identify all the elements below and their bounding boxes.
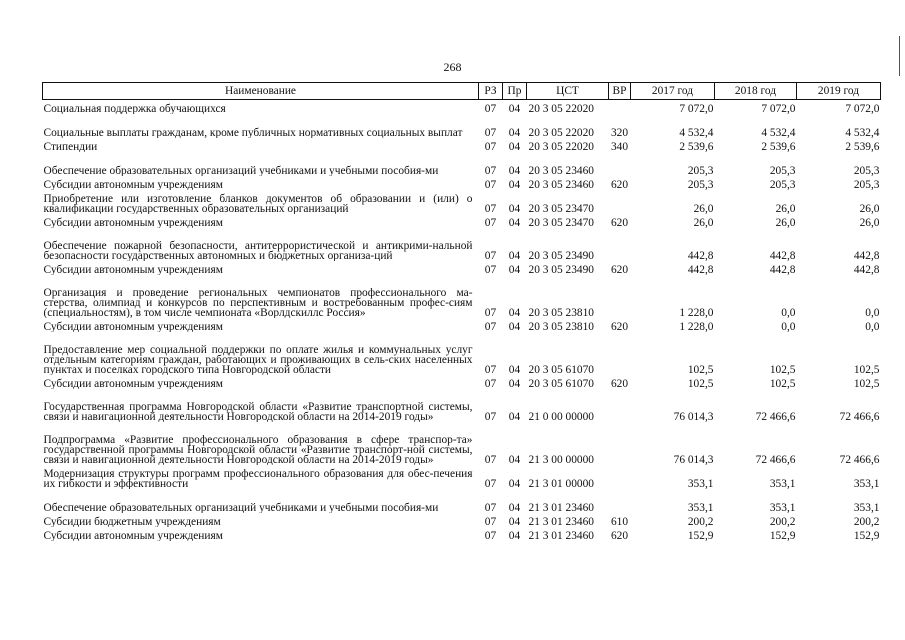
row-pr-cell: 04 (508, 217, 521, 228)
table-row (43, 318, 881, 332)
row-cst-cell: 20 3 05 23460 (528, 179, 594, 190)
row-2019-cell: 72 466,6 (839, 454, 880, 465)
row-vr-cell: 610 (610, 516, 629, 527)
row-2018-cell: 205,3 (769, 179, 796, 190)
row-name-text: Модернизация структуры программ профессионального образования для обес-печения их гибкости и эффективности (43, 468, 473, 489)
row-cst-cell: 21 3 00 00000 (528, 454, 594, 465)
row-2017-cell: 76 014,3 (673, 454, 714, 465)
row-pr-cell: 04 (508, 516, 521, 527)
row-name-cell (43, 389, 479, 422)
header-name: Наименование (43, 83, 479, 100)
row-vr-cell: 620 (610, 264, 629, 275)
row-rz-cell: 07 (484, 378, 497, 389)
row-pr-cell: 04 (508, 378, 521, 389)
row-2018-cell: 442,8 (769, 264, 796, 275)
row-cst-cell: 21 3 01 23460 (528, 530, 594, 541)
row-name-cell (43, 228, 479, 261)
row-2017-cell: 1 228,0 (679, 321, 714, 332)
row-vr-cell: 620 (610, 530, 629, 541)
row-name-cell (43, 527, 479, 541)
row-2017-cell: 2 539,6 (679, 141, 714, 152)
header-2017: 2017 год (631, 83, 715, 100)
row-cst-cell: 20 3 05 23470 (528, 203, 594, 214)
row-name-text: Субсидии автономным учреждениям (43, 321, 223, 332)
row-2018-cell: 442,8 (769, 250, 796, 261)
row-vr-cell: 620 (610, 179, 629, 190)
row-pr-cell: 04 (508, 502, 521, 513)
row-2019-cell: 102,5 (853, 378, 880, 389)
row-2017-cell: 205,3 (687, 165, 714, 176)
row-name-text: Субсидии автономным учреждениям (43, 264, 223, 275)
row-vr-cell: 620 (610, 378, 629, 389)
row-rz-cell: 07 (484, 502, 497, 513)
row-pr-cell: 04 (508, 103, 521, 114)
page-edge-mark (899, 36, 900, 76)
row-cst-cell: 20 3 05 22020 (528, 103, 594, 114)
row-vr-cell (609, 489, 631, 513)
row-2018-cell: 353,1 (769, 478, 796, 489)
page-number: 268 (443, 60, 462, 74)
row-pr-cell: 04 (508, 264, 521, 275)
row-name-text: Субсидии автономным учреждениям (43, 530, 223, 541)
row-2017-cell: 76 014,3 (673, 411, 714, 422)
table-row (43, 513, 881, 527)
row-name-text: Обеспечение образовательных организаций учебниками и учебными пособия-ми (43, 165, 439, 176)
row-rz-cell: 07 (484, 454, 497, 465)
row-name-cell (43, 261, 479, 275)
row-pr-cell: 04 (508, 203, 521, 214)
row-name-cell (43, 214, 479, 228)
table-row (43, 389, 881, 422)
row-cst-cell: 21 3 01 00000 (528, 478, 594, 489)
row-2017-cell: 353,1 (687, 502, 714, 513)
row-cst-cell: 20 3 05 23490 (528, 250, 594, 261)
row-2019-cell: 102,5 (853, 364, 880, 375)
row-rz-cell: 07 (484, 307, 497, 318)
row-rz-cell: 07 (484, 103, 497, 114)
row-name-cell (43, 375, 479, 389)
table-row (43, 527, 881, 541)
row-vr-cell (609, 465, 631, 489)
table-row (43, 422, 881, 465)
table-row (43, 190, 881, 214)
row-rz-cell: 07 (484, 530, 497, 541)
row-name-text: Обеспечение пожарной безопасности, антитеррористической и антикрими-нальной безопасности государственных автономных и бюджетных организа-ций (43, 240, 473, 261)
row-name-cell (43, 100, 479, 115)
row-rz-cell: 07 (484, 165, 497, 176)
row-rz-cell: 07 (484, 516, 497, 527)
row-rz-cell: 07 (484, 127, 497, 138)
row-name-text: Предоставление мер социальной поддержки по оплате жилья и коммунальных услуг отдельным категориям граждан, работающих и проживающих в сель-ских населенных пунктах и поселках городского типа Новгородской области (43, 344, 473, 375)
row-rz-cell: 07 (484, 364, 497, 375)
row-pr-cell: 04 (508, 478, 521, 489)
row-vr-cell: 320 (610, 127, 629, 138)
row-2018-cell: 353,1 (769, 502, 796, 513)
row-pr-cell: 04 (508, 307, 521, 318)
table-row (43, 228, 881, 261)
row-cst-cell: 21 0 00 00000 (528, 411, 594, 422)
table-row (43, 275, 881, 318)
row-cst-cell: 21 3 01 23460 (528, 502, 594, 513)
row-2017-cell: 102,5 (687, 378, 714, 389)
row-cst-cell: 21 3 01 23460 (528, 516, 594, 527)
row-vr-cell (609, 152, 631, 176)
row-2017-cell: 26,0 (693, 203, 714, 214)
row-2017-cell: 442,8 (687, 250, 714, 261)
row-cst-cell: 20 3 05 61070 (528, 378, 594, 389)
row-2019-cell: 353,1 (853, 502, 880, 513)
row-2018-cell: 72 466,6 (755, 411, 796, 422)
row-2017-cell: 4 532,4 (679, 127, 714, 138)
row-pr-cell: 04 (508, 165, 521, 176)
row-2018-cell: 102,5 (769, 364, 796, 375)
table-row (43, 138, 881, 152)
row-2017-cell: 152,9 (687, 530, 714, 541)
header-rz: РЗ (479, 83, 503, 100)
row-pr-cell: 04 (508, 321, 521, 332)
row-cst-cell: 20 3 05 23810 (528, 321, 594, 332)
row-name-cell (43, 422, 479, 465)
row-name-text: Организация и проведение региональных чемпионатов профессионального ма-стерства, олимпиад и конкурсов по перспективным и востребованным профес-сиям (специальностям), в том числе чемпионата «Ворлдскиллс Россия» (43, 287, 473, 318)
header-cst: ЦСТ (527, 83, 609, 100)
row-2018-cell: 152,9 (769, 530, 796, 541)
budget-table (42, 82, 881, 541)
row-name-cell (43, 275, 479, 318)
row-2019-cell: 26,0 (859, 217, 880, 228)
row-2017-cell: 353,1 (687, 478, 714, 489)
row-name-text: Субсидии бюджетным учреждениям (43, 516, 221, 527)
row-rz-cell: 07 (484, 217, 497, 228)
row-name-text: Субсидии автономным учреждениям (43, 378, 223, 389)
row-name-cell (43, 513, 479, 527)
row-name-text: Социальные выплаты гражданам, кроме публичных нормативных социальных выплат (43, 127, 463, 138)
table-row (43, 152, 881, 176)
row-name-text: Стипендии (43, 141, 98, 152)
row-2019-cell: 205,3 (853, 179, 880, 190)
row-2017-cell: 205,3 (687, 179, 714, 190)
row-pr-cell: 04 (508, 411, 521, 422)
header-vr: ВР (609, 83, 631, 100)
table-row (43, 375, 881, 389)
row-pr-cell: 04 (508, 250, 521, 261)
row-2017-cell: 26,0 (693, 217, 714, 228)
row-2017-cell: 442,8 (687, 264, 714, 275)
row-rz-cell: 07 (484, 250, 497, 261)
row-2019-cell: 442,8 (853, 264, 880, 275)
row-2019-cell: 4 532,4 (845, 127, 880, 138)
row-vr-cell (609, 228, 631, 261)
row-name-cell (43, 114, 479, 138)
table-row (43, 489, 881, 513)
row-2019-cell: 26,0 (859, 203, 880, 214)
row-name-text: Подпрограмма «Развитие профессионального образования в сфере транспор-та» государственной программы Новгородской области «Развитие транспорт-ной системы, связи и навигационной деятельности Новгородской области на 2014-2019 годы» (43, 434, 473, 465)
row-vr-cell (609, 190, 631, 214)
row-name-cell (43, 318, 479, 332)
row-name-cell (43, 332, 479, 375)
row-2017-cell: 200,2 (687, 516, 714, 527)
row-pr-cell: 04 (508, 530, 521, 541)
row-2018-cell: 2 539,6 (761, 141, 796, 152)
row-pr-cell: 04 (508, 141, 521, 152)
row-cst-cell: 20 3 05 23470 (528, 217, 594, 228)
row-vr-cell: 340 (610, 141, 629, 152)
row-pr-cell: 04 (508, 179, 521, 190)
table-row (43, 465, 881, 489)
row-vr-cell (609, 389, 631, 422)
row-name-cell (43, 138, 479, 152)
row-2017-cell: 7 072,0 (679, 103, 714, 114)
row-2018-cell: 0,0 (781, 321, 796, 332)
row-rz-cell: 07 (484, 321, 497, 332)
row-rz-cell: 07 (484, 478, 497, 489)
header-2019: 2019 год (797, 83, 881, 100)
row-name-cell (43, 190, 479, 214)
table-row (43, 114, 881, 138)
row-2018-cell: 205,3 (769, 165, 796, 176)
row-name-cell (43, 176, 479, 190)
row-rz-cell: 07 (484, 141, 497, 152)
row-name-text: Социальная поддержка обучающихся (43, 103, 226, 114)
row-2018-cell: 200,2 (769, 516, 796, 527)
row-vr-cell (609, 422, 631, 465)
row-pr-cell: 04 (508, 454, 521, 465)
row-2018-cell: 26,0 (775, 203, 796, 214)
row-2019-cell: 152,9 (853, 530, 880, 541)
row-rz-cell: 07 (484, 179, 497, 190)
table-row (43, 261, 881, 275)
row-2018-cell: 0,0 (781, 307, 796, 318)
row-cst-cell: 20 3 05 23490 (528, 264, 594, 275)
row-2019-cell: 2 539,6 (845, 141, 880, 152)
row-name-cell (43, 489, 479, 513)
row-2019-cell: 7 072,0 (845, 103, 880, 114)
table-header-row (43, 83, 881, 100)
row-2017-cell: 102,5 (687, 364, 714, 375)
row-vr-cell (609, 100, 631, 115)
row-vr-cell: 620 (610, 321, 629, 332)
row-2019-cell: 353,1 (853, 478, 880, 489)
row-2018-cell: 102,5 (769, 378, 796, 389)
row-pr-cell: 04 (508, 364, 521, 375)
row-name-text: Субсидии автономным учреждениям (43, 179, 223, 190)
row-cst-cell: 20 3 05 22020 (528, 141, 594, 152)
row-name-cell (43, 465, 479, 489)
row-name-text: Обеспечение образовательных организаций учебниками и учебными пособия-ми (43, 502, 439, 513)
row-rz-cell: 07 (484, 264, 497, 275)
row-name-text: Приобретение или изготовление бланков документов об образовании и (или) о квалификации государственных образовательных организаций (43, 193, 473, 214)
row-2019-cell: 200,2 (853, 516, 880, 527)
row-rz-cell: 07 (484, 203, 497, 214)
row-vr-cell (609, 275, 631, 318)
table-row (43, 214, 881, 228)
header-pr: Пр (503, 83, 527, 100)
table-body (43, 100, 881, 542)
header-2018: 2018 год (715, 83, 797, 100)
table-row (43, 176, 881, 190)
row-2019-cell: 72 466,6 (839, 411, 880, 422)
row-2017-cell: 1 228,0 (679, 307, 714, 318)
row-vr-cell (609, 332, 631, 375)
row-vr-cell: 620 (610, 217, 629, 228)
row-name-text: Субсидии автономным учреждениям (43, 217, 223, 228)
row-rz-cell: 07 (484, 411, 497, 422)
row-2018-cell: 4 532,4 (761, 127, 796, 138)
row-cst-cell: 20 3 05 22020 (528, 127, 594, 138)
row-2018-cell: 7 072,0 (761, 103, 796, 114)
row-pr-cell: 04 (508, 127, 521, 138)
row-2019-cell: 0,0 (865, 307, 880, 318)
row-2019-cell: 442,8 (853, 250, 880, 261)
row-2018-cell: 26,0 (775, 217, 796, 228)
table-row (43, 332, 881, 375)
row-cst-cell: 20 3 05 23460 (528, 165, 594, 176)
row-2019-cell: 0,0 (865, 321, 880, 332)
table-row (43, 100, 881, 115)
row-2018-cell: 72 466,6 (755, 454, 796, 465)
row-2019-cell: 205,3 (853, 165, 880, 176)
row-cst-cell: 20 3 05 61070 (528, 364, 594, 375)
row-name-text: Государственная программа Новгородской области «Развитие транспортной системы, связи и навигационной деятельности Новгородской области на 2014-2019 годы» (43, 401, 473, 422)
row-cst-cell: 20 3 05 23810 (528, 307, 594, 318)
row-name-cell (43, 152, 479, 176)
